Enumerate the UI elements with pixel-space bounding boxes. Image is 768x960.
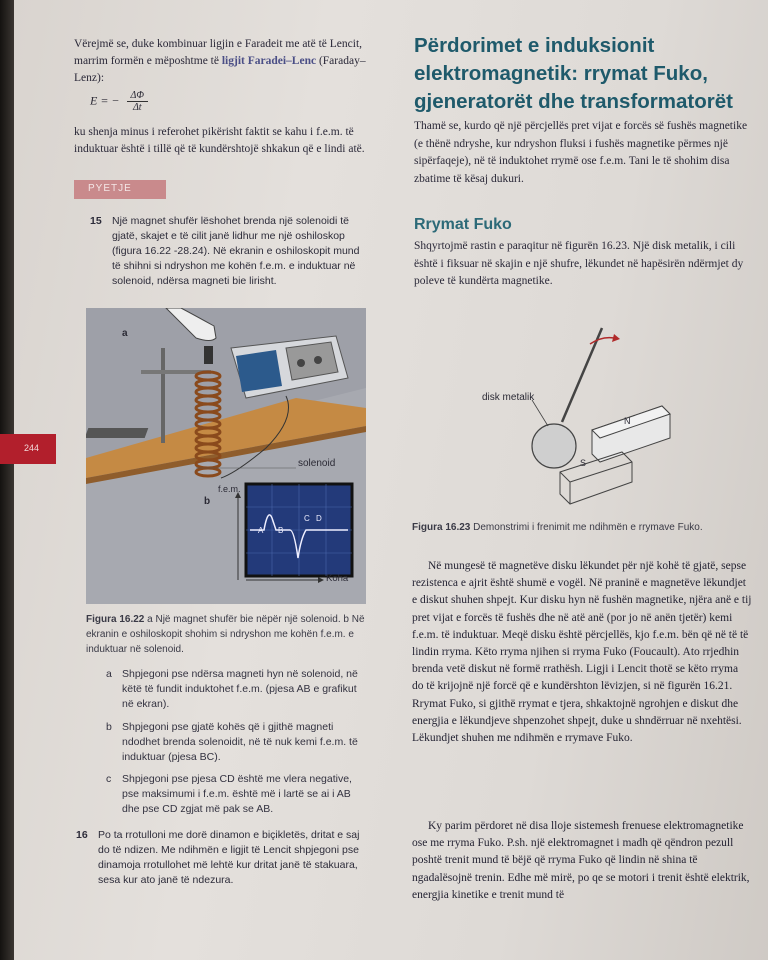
item-text: Shpjegoni pse ndërsa magneti hyn në solenoid, në këtë të fundit induktohet f.e.m. (pjesa AB e grafikut në ekran). [122,668,358,710]
paragraph: Në mungesë të magnetëve disku lëkundet për një kohë të gjatë, sepse rezistenca e ajrit është shumë e vogël. Në praninë e magnetëve lëkundjet e diskut shuhen shpejt. Kur disku hyn në fushën magnetike, njëra anë e tij pret vijat e forcës të fushës dhe në atë anë (por jo në anën tjetër) kemi f.e.m. të induktuar. Meqë disku është përcjellës, kjo f.e.m. bën që në të të lindin rryma. Këto rryma njihen si rryma Fuko (Foucault). Ato rrjedhin brenda vetë diskut në formë rrathësh. Ligji i Lencit thotë se këto rryma do të krijojnë një forcë që e kundërshton lëvizjen, si në figurën 16.21. Rrymat Fuko, si gjithë rrymat e tjera, shkaktojnë ngrohjen e diskut dhe energjia e lëkundjeve shpenzohet shpejt, duke u shndërruar në nxehtësi. Lëkundjet shuhen me ndihmën e rrymave Fuko. [412,560,752,745]
intro-text: Vërejmë se, duke kombinuar ligjin e Faradeit me atë të Lencit, marrim formën e mëposhtme të [74,38,363,67]
oscilloscope-illustration [86,308,366,604]
fig-label-C: C [304,514,310,523]
question-text: Një magnet shufër lëshohet brenda një solenoidi të gjatë, skajet e të cilit janë lidhur me një oshiloskop (figura 16.22 -28.24). Në ekranin e oshiloskopit mund të shihni si ndryshon me kohën f.e.m. e induktuar në solenoid, ndërsa magneti bie lirisht. [112,215,360,287]
question-16 [76,828,368,888]
fig-label-emf: f.e.m. [218,484,241,494]
formula-lhs: E = − [90,93,120,108]
fig-label-b: b [204,496,211,507]
formula-explanation: ku shenja minus i referohet pikërisht faktit se kahu i f.e.m. të induktuar është i tillë që të kundërshtojë shkakun që e lindi atë. [74,126,365,155]
fig-label-time: Koha [326,573,349,584]
item-marker: a [106,668,112,680]
figure-16-23 [472,322,682,512]
section-tag: PYETJE [74,180,166,199]
question-15b [106,720,367,765]
question-15 [90,214,367,289]
fuko-applications [412,818,752,904]
fig-label-solenoid: solenoid [298,458,336,469]
page-number: 244 [24,443,40,453]
question-text: Po ta rrotulloni me dorë dinamon e biçikletës, dritat e saj do të ndizen. Me ndihmën e ligjit të Lencit shpjegoni pse dinamoja rrotullohet më lehtë kur dritat janë të stakuara, sesa kur ato janë të ndezura. [98,829,360,886]
question-number: 15 [90,215,102,227]
figure-16-22-caption [86,612,366,657]
section-title: Përdorimet e induksionit elektromagnetik: rrymat Fuko, gjeneratorët dhe transformatorët [414,34,733,113]
figure-16-22 [86,308,366,604]
fig-label-A: A [258,526,264,535]
caption-text: Demonstrimi i frenimit me ndihmën e rrymave Fuko. [473,522,703,533]
question-15c [106,772,367,817]
question-number: 16 [76,829,88,841]
law-name: ligjit Faradei–Lenc [221,55,317,67]
intro-paragraph [74,36,389,87]
fuko-explanation [412,558,752,747]
faraday-lenz-formula [90,90,148,113]
question-15a [106,667,367,712]
fuko-intro: Shqyrtojmë rastin e paraqitur në figurën 16.23. Një disk metalik, i cili është i fiksuar në skajin e një shufre, lëkundet në hapësirën ndërmjet dy poleve të kundërta magnetike. [414,240,744,287]
page-edge [0,0,14,960]
caption-text: a Një magnet shufër bie nëpër një solenoid. b Në ekranin e oshiloskopit shohim si ndryshon me kohën f.e.m. e induktuar në solenoid. [86,614,365,655]
eddy-current-diagram [472,322,682,512]
item-text: Shpjegoni pse pjesa CD është me vlera negative, pse maksimumi i f.e.m. është më i lartë se ai i AB dhe pse CD zgjat më pak se AB. [122,773,352,815]
formula-denominator: Δt [132,102,142,113]
right-intro: Thamë se, kurdo që një përcjellës pret vijat e forcës së fushës magnetike (e thënë ndryshe, kur ndryshon fluksi i fushës magnetike përmes një sipërfaqeje), në të induktohet rrymë ose f.e.m. Tani le të shohim disa zbatime të kësaj dukuri. [414,120,748,185]
fig-label-a: a [122,328,128,339]
label-north: N [624,416,631,426]
caption-label: Figura 16.22 [86,614,145,625]
figure-16-23-caption [412,520,742,535]
paragraph: Ky parim përdoret në disa lloje sistemesh frenuese elektromagnetike ose me rryma Fuko. P.sh. një elektromagnet i madh që qëndron pezull poshtë trenit mund të bëjë që rryma Fuko që lindin në shina të ngadalësojnë trenin. Edhe më mirë, po qe se motori i trenit është elektrik, energjia kinetike e trenit mund të [412,820,750,901]
fig-label-D: D [316,514,322,523]
fig-label-B: B [278,526,284,535]
formula-numerator: ΔΦ [127,90,148,102]
label-disk: disk metalik [482,392,535,403]
subsection-heading: Rrymat Fuko [414,216,512,233]
page-number-tab [0,434,56,464]
item-text: Shpjegoni pse gjatë kohës që i gjithë magneti ndodhet brenda solenoidit, në të nuk kemi f.e.m. të induktuar (pjesa BC). [122,721,358,763]
formula-fraction [127,90,148,113]
intro-tail: (Faraday–Lenz): [74,55,366,84]
caption-label: Figura 16.23 [412,522,471,533]
item-marker: b [106,721,112,733]
label-south: S [580,458,587,468]
item-marker: c [106,773,112,785]
